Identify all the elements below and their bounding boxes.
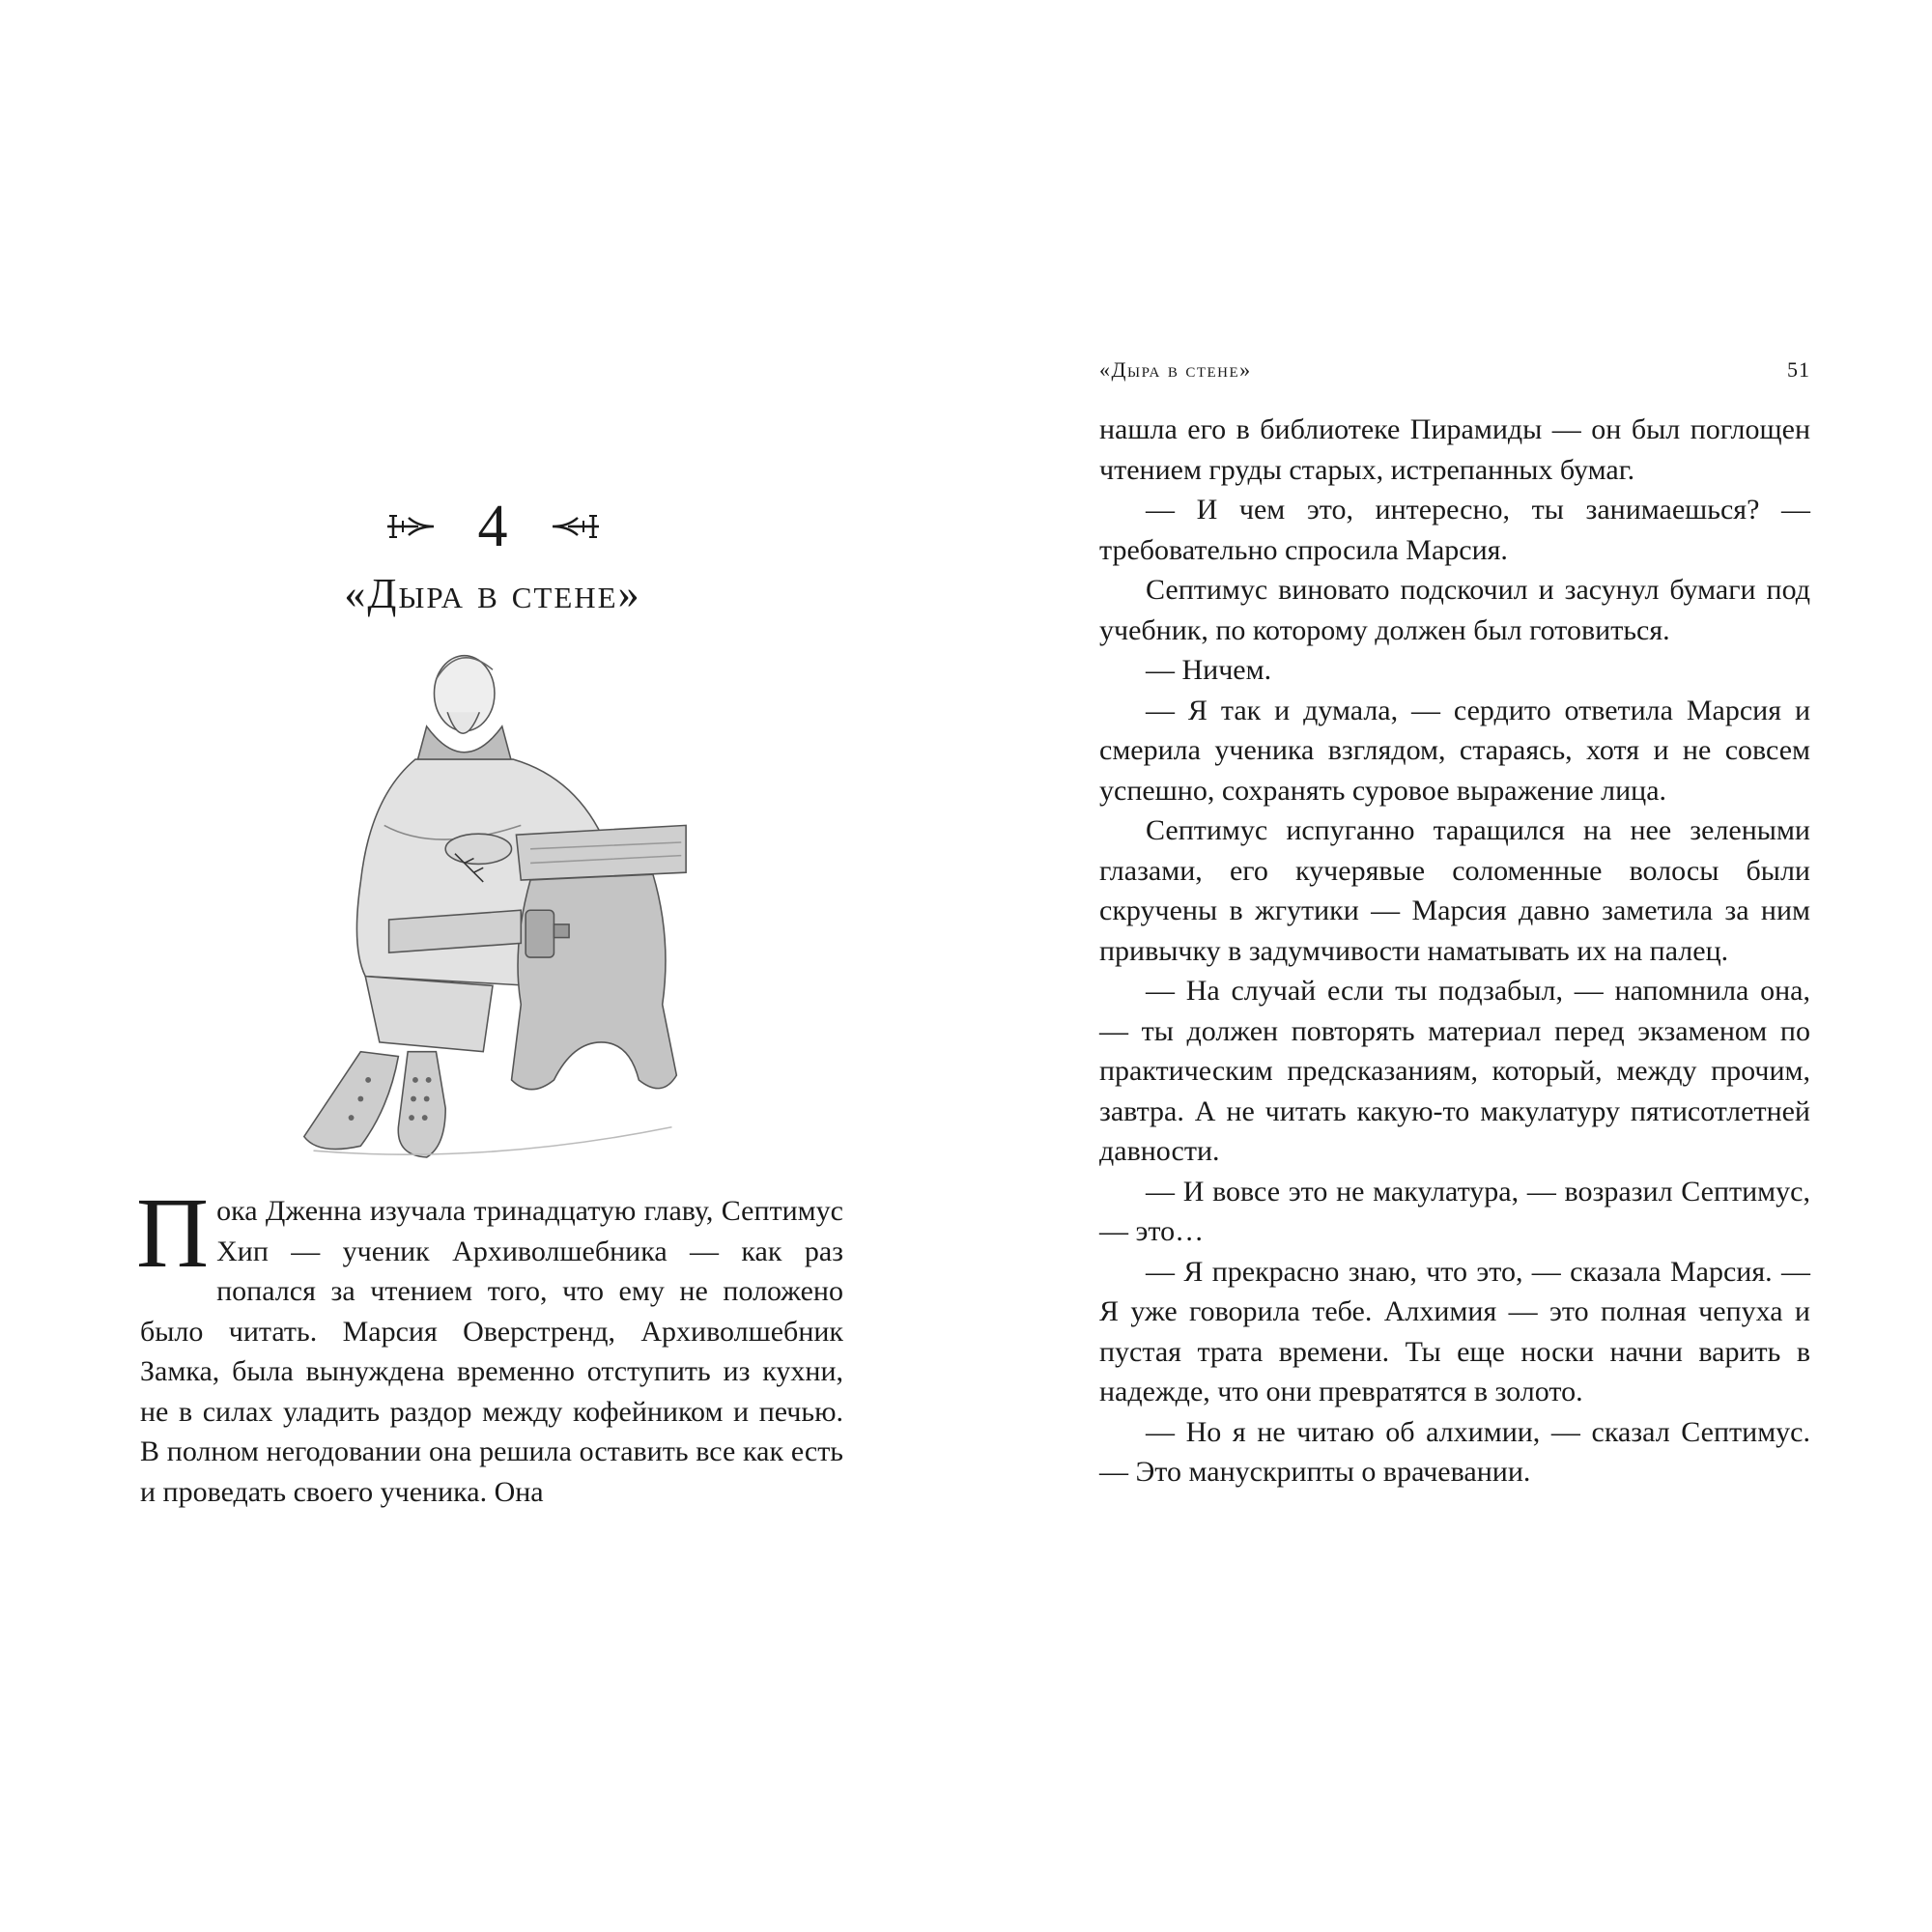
paragraph: нашла его в библиотеке Пирамиды — он был поглощен чтением груды старых, истрепанных бумаг. (1099, 413, 1810, 486)
paragraph: — Ничем. (1146, 654, 1272, 686)
illustration-old-man-on-bench (295, 633, 691, 1169)
chapter-heading (135, 494, 850, 618)
paragraph: Септимус виновато подскочил и засунул бумаги под учебник, по которому должен был готовиться. (1099, 574, 1810, 646)
ornament-right-icon (551, 512, 601, 541)
chapter-number: 4 (477, 494, 508, 559)
paragraph: — Я так и думала, — сердито ответила Марсия и смерила ученика взглядом, стараясь, хотя и не совсем успешно, сохранять суровое выражение лица. (1099, 694, 1810, 807)
chapter-number-row (135, 494, 850, 559)
ornament-left-icon (385, 512, 436, 541)
paragraph: — На случай если ты подзабыл, — напомнила она, — ты должен повторять материал перед экзаменом по практическим предсказаниям, который, между прочим, завтра. А не читать какую-то макулатуру пятисотлетней давности. (1099, 975, 1810, 1167)
running-header-title: «Дыра в стене» (1099, 357, 1252, 382)
running-header (1099, 357, 1810, 396)
paragraph: — И вовсе это не макулатура, — возразил Септимус, — это… (1099, 1175, 1810, 1247)
chapter-title: «Дыра в стене» (344, 570, 641, 617)
chapter-body-text (136, 1178, 843, 1512)
drop-cap: П (136, 1178, 210, 1289)
first-paragraph-text: ока Дженна изучала тринадцатую главу, Септимус Хип — ученик Архиволшебника — как раз попался за чтением того, что ему не положено было читать. Марсия Оверстренд, Архиволшебник Замка, была вынуждена временно отступить из кухни, не в силах уладить раздор между кофейником и печью. В полном негодовании она решила оставить все как есть и проведать своего ученика. Она (140, 1195, 843, 1508)
first-paragraph (136, 1178, 843, 1512)
right-page-body-text (1099, 410, 1810, 1492)
paragraph: — Я прекрасно знаю, что это, — сказала Марсия. — Я уже говорила тебе. Алхимия — это полная чепуха и пустая трата времени. Ты еще носки начни варить в надежде, что они превратятся в золото. (1099, 1255, 1810, 1407)
paragraph: — Но я не читаю об алхимии, — сказал Септимус. — Это манускрипты о врачевании. (1099, 1415, 1810, 1488)
paragraph: Септимус испуганно таращился на нее зелеными глазами, его кучерявые соломенные волосы были скручены в жгутики — Марсия давно заметила за ним привычку в задумчивости наматывать их на палец. (1099, 814, 1810, 967)
paragraph: — И чем это, интересно, ты занимаешься? — требовательно спросила Марсия. (1099, 494, 1810, 566)
page-number: 51 (1787, 357, 1810, 382)
